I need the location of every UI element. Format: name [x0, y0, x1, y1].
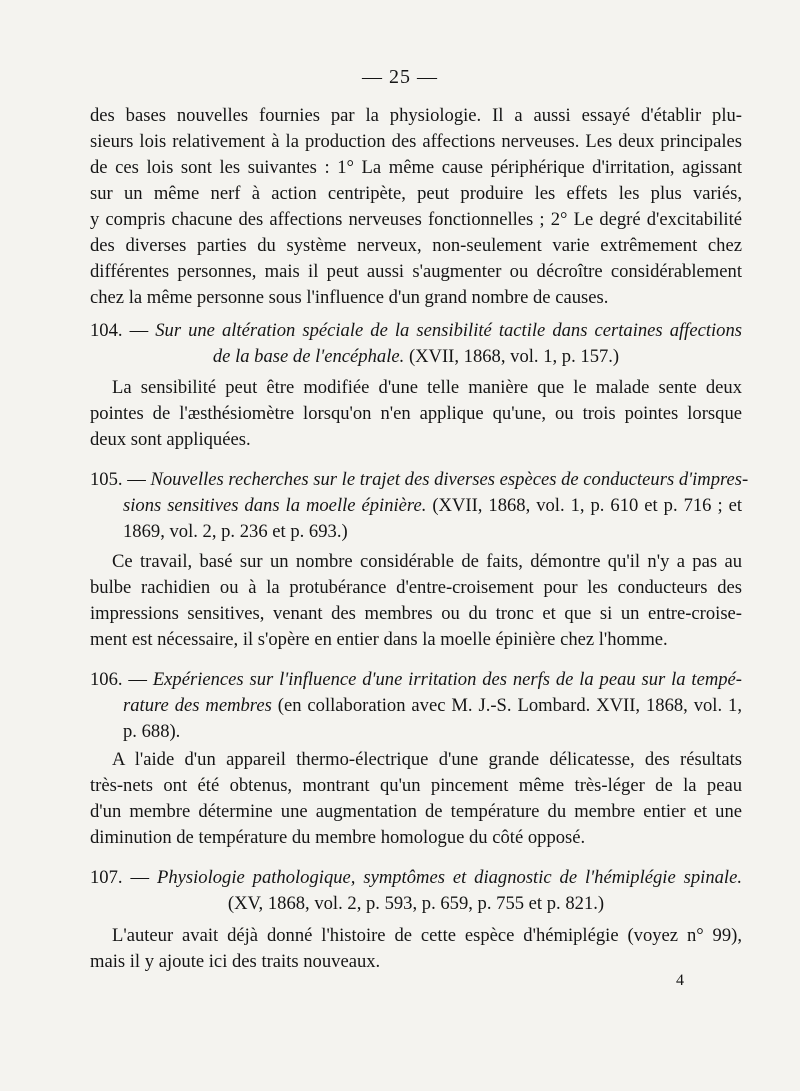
text-line: deux sont appliquées. — [90, 429, 251, 450]
entry-104-body — [90, 375, 742, 453]
text-line: impressions sensitives, venant des membres ou du tronc et que si un entre-croise- — [90, 603, 742, 624]
text-line: y compris chacune des affections nerveuses fonctionnelles ; 2° Le degré d'excitabilité — [90, 209, 742, 230]
text-line: sieurs lois relativement à la production des affections nerveuses. Les deux principales — [90, 131, 742, 152]
text-line: des diverses parties du système nerveux, non-seulement varie extrêmement chez — [90, 235, 742, 256]
text-line: sur un même nerf à action centripète, peut produire les effets les plus variés, — [90, 183, 742, 204]
entry-title-line: 107. — Physiologie pathologique, symptômes et diagnostic de l'hémiplégie spinale. — [90, 867, 742, 888]
entry-title: Nouvelles recherches sur le trajet des diverses espèces de conducteurs d'impres- — [150, 469, 749, 490]
entry-104 — [90, 318, 742, 370]
text-line: L'auteur avait déjà donné l'histoire de cette espèce d'hémiplégie (voyez n° 99), — [112, 925, 742, 946]
text-line: ment est nécessaire, il s'opère en entier dans la moelle épinière chez l'homme. — [90, 629, 668, 650]
entry-title: sions sensitives dans la moelle épinière. — [123, 495, 427, 516]
entry-title: Expériences sur l'influence d'une irritation des nerfs de la peau sur la tempé- — [152, 669, 742, 690]
entry-title-line: 104. — Sur une altération spéciale de la sensibilité tactile dans certaines affections — [90, 320, 742, 341]
text-line: La sensibilité peut être modifiée d'une telle manière que le malade sente deux — [112, 377, 742, 398]
page-number: — 25 — — [362, 66, 438, 88]
text-line: de ces lois sont les suivantes : 1° La même cause périphérique d'irritation, agissant — [90, 157, 742, 178]
entry-title: Physiologie pathologique, symptômes et diagnostic de l'hémiplégie spinale. — [156, 867, 742, 888]
entry-105 — [90, 467, 749, 545]
text-line: d'un membre détermine une augmentation de température du membre entier et une — [90, 801, 742, 822]
entry-number: 106. — [90, 669, 123, 690]
text-line: pointes de l'æsthésiomètre lorsqu'on n'en applique qu'une, ou trois pointes lorsque — [90, 403, 742, 424]
text-line: différentes personnes, mais il peut aussi s'augmenter ou décroître considérablement — [90, 261, 742, 282]
entry-number: 104. — [90, 320, 123, 341]
entry-title-line — [90, 693, 742, 719]
signature-mark: 4 — [676, 972, 684, 989]
entry-title: Sur une altération spéciale de la sensibilité tactile dans certaines affections — [155, 320, 742, 341]
entry-title-line — [90, 493, 742, 519]
entry-reference: (XVII, 1868, vol. 1, p. 610 et p. 716 ; et — [432, 495, 743, 516]
entry-reference: (XV, 1868, vol. 2, p. 593, p. 659, p. 755 et p. 821.) — [227, 893, 605, 914]
text-line: très-nets ont été obtenus, montrant qu'un pincement même très-léger de la peau — [90, 775, 742, 796]
entry-107 — [90, 865, 742, 917]
entry-number: 107. — [90, 867, 123, 888]
entry-106-body — [90, 747, 742, 851]
entry-reference: 1869, vol. 2, p. 236 et p. 693.) — [123, 521, 348, 542]
text-line: bulbe rachidien ou à la protubérance d'entre-croisement pour les conducteurs des — [90, 577, 742, 598]
text-line: Ce travail, basé sur un nombre considérable de faits, démontre qu'il n'y a pas au — [112, 551, 742, 572]
entry-title: de la base de l'encéphale. — [212, 346, 405, 367]
entry-105-body — [90, 549, 742, 653]
entry-title-line — [90, 344, 742, 370]
entry-reference: p. 688). — [123, 721, 181, 742]
text-line: des bases nouvelles fournies par la physiologie. Il a aussi essayé d'établir plu- — [90, 105, 742, 126]
entry-title-line: 106. — Expériences sur l'influence d'une irritation des nerfs de la peau sur la tempé- — [90, 669, 742, 690]
entry-reference: (XVII, 1868, vol. 1, p. 157.) — [408, 346, 620, 367]
entry-107-body — [90, 923, 742, 975]
entry-106 — [90, 667, 742, 745]
text-line: mais il y ajoute ici des traits nouveaux. — [90, 951, 381, 972]
text-line: diminution de température du membre homologue du côté opposé. — [90, 827, 586, 848]
paragraph-intro — [90, 103, 742, 311]
entry-number: 105. — [90, 469, 123, 490]
text-line: chez la même personne sous l'influence d'un grand nombre de causes. — [90, 287, 609, 308]
entry-reference: (en collaboration avec M. J.-S. Lombard. XVII, 1868, vol. 1, — [277, 695, 742, 716]
text-line: A l'aide d'un appareil thermo-électrique d'une grande délicatesse, des résultats — [112, 749, 742, 770]
entry-title-line: 105. — Nouvelles recherches sur le trajet des diverses espèces de conducteurs d'impres- — [90, 469, 749, 490]
entry-title: rature des membres — [123, 695, 272, 716]
